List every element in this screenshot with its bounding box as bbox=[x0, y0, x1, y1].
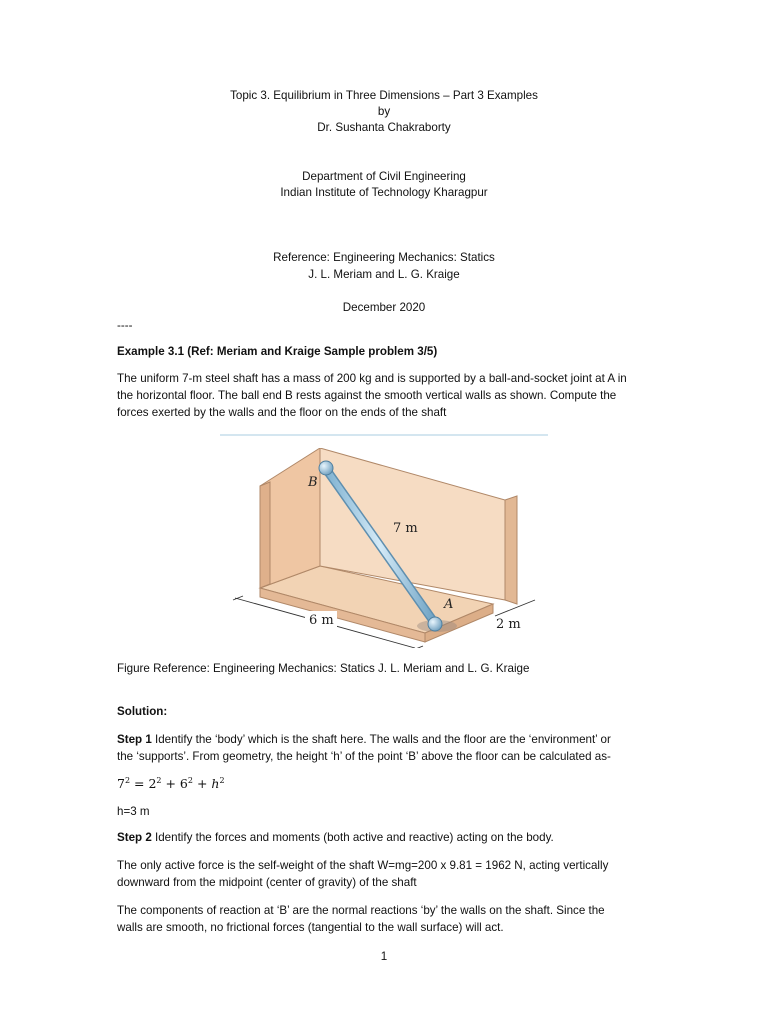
step1-line-1 bbox=[117, 732, 647, 748]
document-title: Topic 3. Equilibrium in Three Dimensions – Part 3 Examples bbox=[230, 89, 538, 102]
back-wall-edge bbox=[505, 496, 517, 604]
page-number: 1 bbox=[380, 950, 388, 963]
ball-socket-a bbox=[428, 617, 442, 631]
left-wall-edge bbox=[260, 482, 270, 588]
department-name: Department of Civil Engineering bbox=[302, 170, 466, 183]
problem-line-3: forces exerted by the walls and the floor on the ends of the shaft bbox=[117, 406, 447, 419]
example-heading bbox=[117, 344, 647, 360]
step1-label: Step 1 bbox=[117, 733, 152, 746]
step2-label: Step 2 bbox=[117, 831, 152, 844]
reference-title: Reference: Engineering Mechanics: Statics bbox=[273, 251, 495, 264]
solution-heading-text: Solution: bbox=[117, 705, 168, 718]
example-heading-text: Example 3.1 (Ref: Meriam and Kraige Sample problem 3/5) bbox=[117, 345, 438, 358]
label-a: A bbox=[444, 597, 454, 612]
ball-end-b bbox=[319, 461, 333, 475]
by-line: by bbox=[377, 105, 391, 118]
document-date: December 2020 bbox=[342, 301, 426, 314]
reaction-line-1: The components of reaction at ‘B’ are the normal reactions ‘by’ the walls on the shaft. Since the bbox=[117, 904, 605, 917]
label-shaft-length: 7 m bbox=[393, 521, 418, 536]
active-force-line-2: downward from the midpoint (center of gravity) of the shaft bbox=[117, 876, 417, 889]
step1-line-2: the ‘supports’. From geometry, the height ‘h’ of the point ‘B’ above the floor can be calculated as- bbox=[117, 750, 611, 763]
problem-line-2: the horizontal floor. The ball end B rests against the smooth vertical walls as shown. Compute the bbox=[117, 389, 617, 402]
step2-text: Identify the forces and moments (both active and reactive) acting on the body. bbox=[151, 831, 554, 844]
figure-caption: Figure Reference: Engineering Mechanics: Statics J. L. Meriam and L. G. Kraige bbox=[117, 662, 530, 675]
solution-heading bbox=[117, 704, 647, 720]
active-force-line-1: The only active force is the self-weight of the shaft W=mg=200 x 9.81 = 1962 N, acting vertically bbox=[117, 859, 609, 872]
author-name: Dr. Sushanta Chakraborty bbox=[317, 121, 451, 134]
step1-text: Identify the ‘body’ which is the shaft here. The walls and the floor are the ‘environment’ or bbox=[151, 733, 611, 746]
reference-authors: J. L. Meriam and L. G. Kraige bbox=[308, 268, 460, 281]
problem-line-1: The uniform 7-m steel shaft has a mass of 200 kg and is supported by a ball-and-socket joint at A in bbox=[117, 372, 627, 385]
label-depth: 2 m bbox=[496, 617, 521, 632]
label-b: B bbox=[308, 475, 318, 490]
reaction-line-2: walls are smooth, no frictional forces (tangential to the wall surface) will act. bbox=[117, 921, 504, 934]
h-result: h=3 m bbox=[117, 805, 150, 818]
step2-line bbox=[117, 830, 647, 846]
label-width: 6 m bbox=[309, 613, 334, 628]
separator: ---- bbox=[117, 319, 133, 332]
geometry-equation: $7^2 = 2^2 + 6^2 + h^2$ bbox=[117, 776, 225, 792]
figure-top-rule bbox=[220, 434, 548, 436]
institute-name: Indian Institute of Technology Kharagpur bbox=[280, 186, 488, 199]
shaft-figure bbox=[225, 448, 545, 648]
